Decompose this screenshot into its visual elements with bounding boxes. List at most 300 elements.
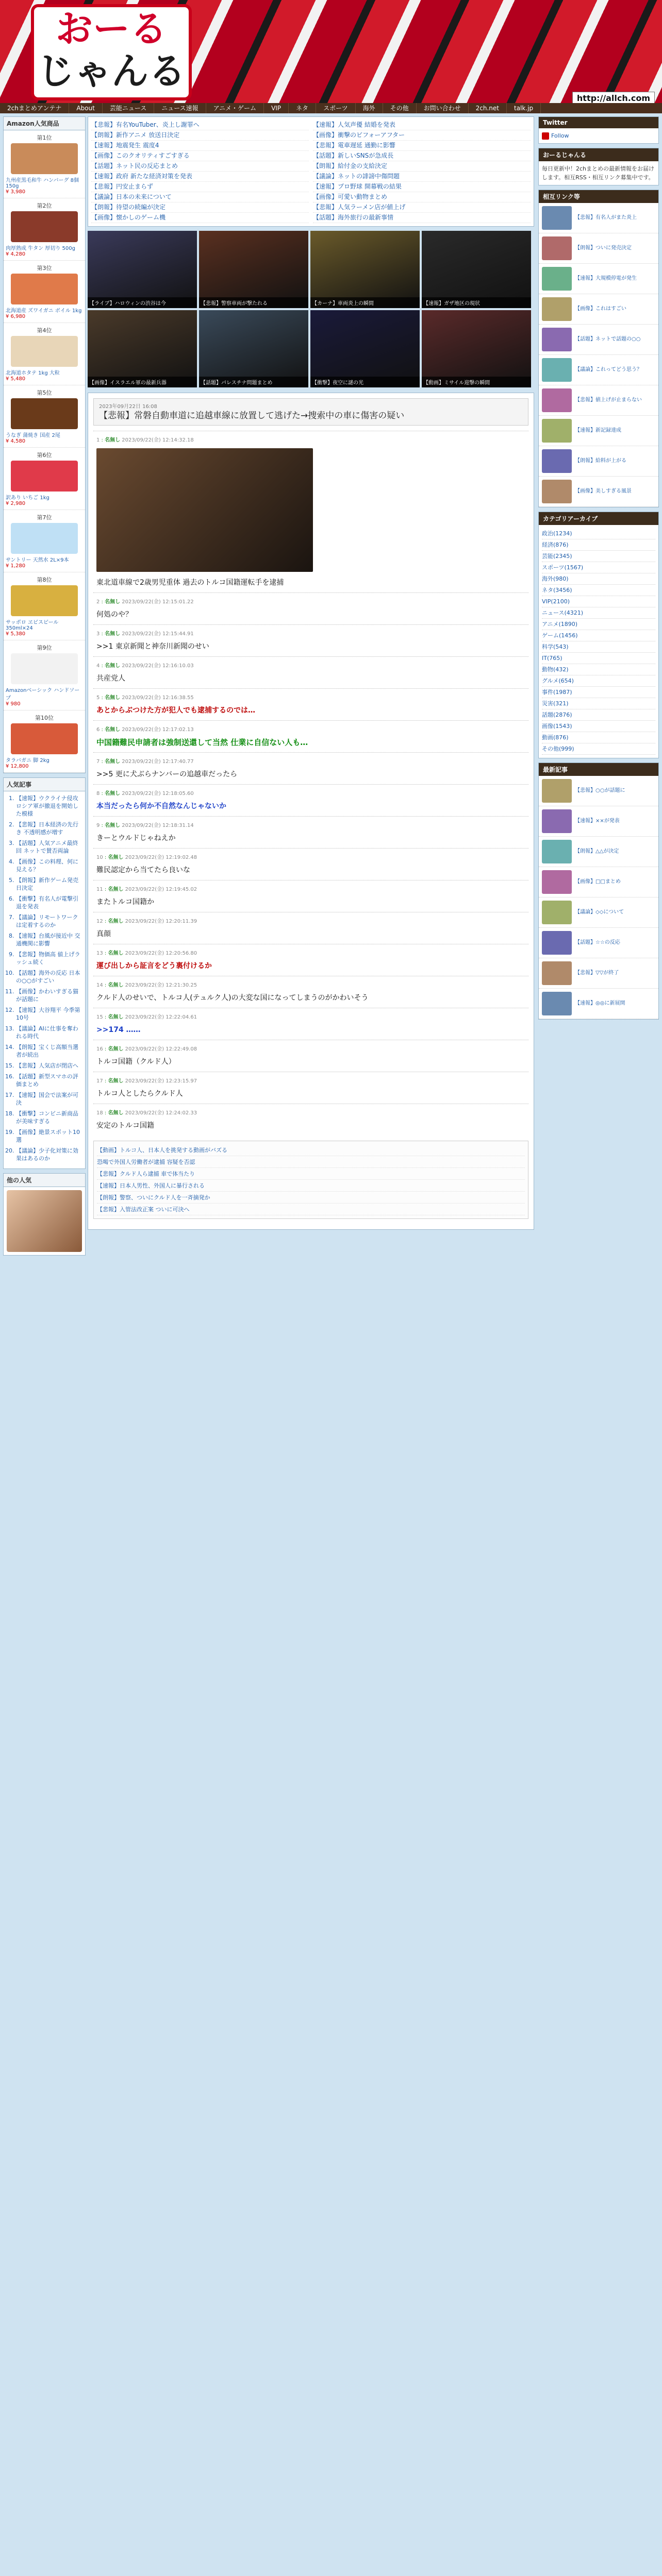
rank-item[interactable] xyxy=(539,233,658,264)
news-item[interactable]: 【悲報】人気ラーメン店が値上げ xyxy=(313,202,531,213)
product-title[interactable]: Amazonベーシック ハンドソープ xyxy=(6,688,80,701)
latest-box xyxy=(538,762,659,1020)
news-item[interactable]: 【速報】人気声優 結婚を発表 xyxy=(313,120,531,130)
response-number[interactable]: 3 xyxy=(96,631,100,637)
thumbnail[interactable] xyxy=(310,231,420,308)
product-image[interactable] xyxy=(11,398,78,429)
thumbnail[interactable] xyxy=(422,310,531,387)
response-list xyxy=(93,431,528,1136)
thumbnail-caption: 【話題】パレスチナ問題まとめ xyxy=(199,377,308,387)
response-header: 15 : 名無し 2023/09/22(金) 12:22:04.61 xyxy=(96,1014,197,1020)
response-date: 2023/09/22(金) 12:24:02.33 xyxy=(125,1110,197,1116)
latest-thumbnail xyxy=(542,779,572,803)
response-body: 何処のや？ xyxy=(96,611,133,619)
product-image[interactable] xyxy=(11,274,78,304)
response-number[interactable]: 17 xyxy=(96,1078,103,1084)
rank-box xyxy=(538,190,659,507)
rank-thumbnail xyxy=(542,480,572,503)
latest-thumbnail xyxy=(542,931,572,955)
news-item[interactable]: 【朗報】新作アニメ 放送日決定 xyxy=(91,130,309,141)
rank-thumbnail xyxy=(542,358,572,382)
news-item[interactable]: 【画像】可愛い動物まとめ xyxy=(313,192,531,202)
response-header: 16 : 名無し 2023/09/22(金) 12:22:49.08 xyxy=(96,1046,197,1052)
response-name: 名無し xyxy=(105,791,121,796)
news-list xyxy=(88,116,534,227)
response-header: 14 : 名無し 2023/09/22(金) 12:21:30.25 xyxy=(96,982,197,988)
popular-item[interactable]: 2. 【悲報】日本経済の先行き 不透明感が増す xyxy=(16,821,82,836)
follow-button[interactable]: Follow xyxy=(551,132,569,139)
popular-item[interactable]: 6. 【衝撃】有名人が電撃引退を発表 xyxy=(16,895,82,910)
news-item[interactable]: 【画像】衝撃のビフォーアフター xyxy=(313,130,531,141)
rank-item[interactable] xyxy=(539,446,658,477)
news-item[interactable]: 【速報】地震発生 震度4 xyxy=(91,141,309,151)
popular-item[interactable]: 1. 【速報】ウクライナ侵攻 ロシア軍が撤退を開始した模様 xyxy=(16,794,82,818)
response-name: 名無し xyxy=(108,887,124,892)
article-date: 2023年09月22日 16:08 xyxy=(99,404,157,410)
rank-thumbnail xyxy=(542,388,572,412)
response-number[interactable]: 18 xyxy=(96,1110,103,1116)
latest-title[interactable]: 【悲報】▽▽が終了 xyxy=(575,970,619,976)
nav-link[interactable]: スポーツ xyxy=(316,103,356,113)
product-title[interactable]: タラバガニ 脚 2kg xyxy=(6,758,49,764)
product-item[interactable] xyxy=(4,572,85,640)
category-item[interactable]: アニメ(1890) xyxy=(542,619,655,630)
response-name: 名無し xyxy=(108,919,124,924)
response-number[interactable]: 4 xyxy=(96,663,100,669)
response-header: 8 : 名無し 2023/09/22(金) 12:18:05.60 xyxy=(96,791,194,796)
twitter-title: Twitter xyxy=(539,117,658,128)
response-number[interactable]: 13 xyxy=(96,951,103,956)
product-item[interactable] xyxy=(4,198,85,261)
twitter-box xyxy=(538,116,659,144)
response xyxy=(93,1072,528,1104)
nav-link[interactable]: 2chまとめアンテナ xyxy=(0,103,69,113)
response-name: 名無し xyxy=(105,437,121,443)
response xyxy=(93,752,528,784)
response-body: クルド人のせいで、トルコ人(テュルク人)の大変な国になってしまうのがかわいそう xyxy=(96,994,369,1002)
response-body: トルコ人としたらクルド人 xyxy=(96,1090,183,1098)
product-item[interactable] xyxy=(4,710,85,773)
category-item[interactable]: 科学(543) xyxy=(542,641,655,653)
rank-title[interactable]: 【画像】美しすぎる風景 xyxy=(575,488,632,494)
product-item[interactable] xyxy=(4,510,85,572)
response-date: 2023/09/22(金) 12:19:45.02 xyxy=(125,887,197,892)
response-header: 3 : 名無し 2023/09/22(金) 12:15:44.91 xyxy=(96,631,194,637)
product-price: ¥ 980 xyxy=(6,701,21,707)
response-body: 東北道車線で2歳男児重体 過去のトルコ国籍運転手を逮捕 xyxy=(96,579,284,587)
rank-item[interactable] xyxy=(539,416,658,446)
response-date: 2023/09/22(金) 12:15:01.22 xyxy=(122,599,194,605)
news-item[interactable]: 【画像】このクオリティすごすぎる xyxy=(91,151,309,161)
rank-thumbnail xyxy=(542,449,572,473)
latest-title[interactable]: 【速報】××が発表 xyxy=(575,818,620,824)
response-date: 2023/09/22(金) 12:16:38.55 xyxy=(122,695,194,701)
response xyxy=(93,592,528,624)
product-list xyxy=(4,130,85,773)
nav-link[interactable]: お問い合わせ xyxy=(417,103,469,113)
response-number[interactable]: 14 xyxy=(96,982,103,988)
response-date: 2023/09/22(金) 12:21:30.25 xyxy=(125,982,197,988)
product-rank: 第9位 xyxy=(37,645,52,651)
response-name: 名無し xyxy=(108,951,124,956)
nav-link[interactable]: アニメ・ゲーム xyxy=(206,103,264,113)
response-date: 2023/09/22(金) 12:23:15.97 xyxy=(125,1078,197,1084)
news-item[interactable]: 【悲報】電車遅延 通勤に影響 xyxy=(313,141,531,151)
response-date: 2023/09/22(金) 12:15:44.91 xyxy=(122,631,194,637)
response-name: 名無し xyxy=(105,663,121,669)
rank-title[interactable]: 【速報】大規模停電が発生 xyxy=(575,276,637,281)
response xyxy=(93,816,528,848)
nav-link[interactable]: VIP xyxy=(264,103,289,113)
response-name: 名無し xyxy=(108,1110,124,1116)
nav-link[interactable]: ニュース速報 xyxy=(154,103,206,113)
response-body: >>174 …… xyxy=(96,1026,141,1034)
rank-title[interactable]: 【朗報】ついに発売決定 xyxy=(575,245,632,251)
popular-item[interactable]: 10. 【話題】海外の反応 日本の○○がすごい xyxy=(16,969,82,985)
category-item[interactable]: 経済(876) xyxy=(542,539,655,551)
response-header: 18 : 名無し 2023/09/22(金) 12:24:02.33 xyxy=(96,1110,197,1116)
category-title: カテゴリアーカイブ xyxy=(539,512,658,525)
response-number[interactable]: 2 xyxy=(96,599,100,605)
product-image[interactable] xyxy=(11,653,78,684)
rank-title[interactable]: 【画像】これはすごい xyxy=(575,306,626,312)
response-number[interactable]: 7 xyxy=(96,759,100,765)
response-name: 名無し xyxy=(105,727,121,733)
rank-thumbnail xyxy=(542,419,572,443)
latest-title[interactable]: 【速報】◎◎に新展開 xyxy=(575,1001,625,1006)
news-item[interactable]: 【画像】懐かしのゲーム機 xyxy=(91,213,309,223)
rank-title[interactable]: 【議論】これってどう思う？ xyxy=(575,367,642,372)
response-number[interactable]: 10 xyxy=(96,855,103,860)
related-link[interactable]: 【朗報】警察、ついにクルド人を一斉摘発か xyxy=(97,1192,525,1204)
thumbnail[interactable] xyxy=(199,310,308,387)
latest-item[interactable] xyxy=(539,837,658,867)
response-header: 13 : 名無し 2023/09/22(金) 12:20:56.80 xyxy=(96,951,197,956)
product-image[interactable] xyxy=(11,523,78,554)
category-item[interactable]: 動物(432) xyxy=(542,664,655,675)
rank-title[interactable]: 【朗報】給料が上がる xyxy=(575,458,626,464)
product-price: ¥ 5,380 xyxy=(6,631,26,637)
rank-item[interactable] xyxy=(539,355,658,385)
popular-item[interactable]: 9. 【悲報】物価高 値上げラッシュ続く xyxy=(16,951,82,966)
news-item[interactable]: 【悲報】有名YouTuber、炎上し謝罪へ xyxy=(91,120,309,130)
response-header: 4 : 名無し 2023/09/22(金) 12:16:10.03 xyxy=(96,663,194,669)
article-header xyxy=(93,398,528,426)
related-link[interactable]: 恐喝で外国人労働者が逮捕 容疑を否認 xyxy=(97,1156,525,1168)
response-number[interactable]: 9 xyxy=(96,823,100,828)
popular-item[interactable]: 15. 【悲報】人気店が閉店へ xyxy=(16,1062,82,1070)
rank-thumbnail xyxy=(542,328,572,351)
product-item[interactable] xyxy=(4,385,85,448)
latest-title[interactable]: 【画像】□□まとめ xyxy=(575,879,621,885)
product-item[interactable] xyxy=(4,323,85,385)
news-item[interactable]: 【朗報】給付金の支給決定 xyxy=(313,161,531,172)
product-item[interactable] xyxy=(4,130,85,198)
thumbnail-caption: 【悲報】警察車両が撃たれる xyxy=(199,297,308,308)
product-title[interactable]: 九州産黒毛和牛 ハンバーグ 8個 150g xyxy=(6,178,79,189)
category-item[interactable]: ゲーム(1456) xyxy=(542,630,655,641)
response-number[interactable]: 8 xyxy=(96,791,100,796)
popular-title: 人気記事 xyxy=(4,778,85,791)
product-image[interactable] xyxy=(11,211,78,242)
popular-item[interactable]: 17. 【速報】国会で法案が可決 xyxy=(16,1091,82,1107)
site-url: http://allch.com xyxy=(572,92,655,103)
latest-item[interactable] xyxy=(539,867,658,897)
product-title[interactable]: サントリー 天然水 2L×9本 xyxy=(6,557,69,563)
about-title: おーるじゃんる xyxy=(539,148,658,161)
twitter-icon xyxy=(542,132,549,140)
category-item[interactable]: ニュース(4321) xyxy=(542,607,655,619)
product-price: ¥ 4,280 xyxy=(6,251,26,257)
popular-item[interactable]: 19. 【画像】絶景スポット10選 xyxy=(16,1128,82,1144)
product-title[interactable]: 肉厚熟成 牛タン 厚切り 500g xyxy=(6,246,75,251)
popular-item[interactable]: 18. 【衝撃】コンビニ新商品が美味すぎる xyxy=(16,1110,82,1125)
thumbnail[interactable] xyxy=(88,231,197,308)
logo-line2: じゃんる xyxy=(37,49,186,93)
product-rank: 第4位 xyxy=(37,327,52,334)
response-name: 名無し xyxy=(105,823,121,828)
product-image[interactable] xyxy=(11,336,78,367)
news-item[interactable]: 【朗報】待望の続編が決定 xyxy=(91,202,309,213)
news-item[interactable]: 【速報】プロ野球 開幕戦の結果 xyxy=(313,182,531,192)
rank-thumbnail xyxy=(542,206,572,230)
article xyxy=(88,393,534,1230)
other-box xyxy=(3,1173,86,1256)
site-logo[interactable] xyxy=(31,4,192,100)
rank-title[interactable]: 【話題】ネットで話題の○○ xyxy=(575,336,641,342)
rank-title[interactable]: 【悲報】値上げが止まらない xyxy=(575,397,642,403)
product-price: ¥ 4,580 xyxy=(6,438,26,444)
news-item[interactable]: 【速報】政府 新たな経済対策を発表 xyxy=(91,172,309,182)
response-body: 真顔 xyxy=(96,930,111,938)
latest-item[interactable] xyxy=(539,958,658,989)
product-image[interactable] xyxy=(11,723,78,754)
response xyxy=(93,656,528,688)
popular-item[interactable]: 14. 【朗報】宝くじ高額当選者が続出 xyxy=(16,1043,82,1059)
product-price: ¥ 3,980 xyxy=(6,189,26,195)
response-header: 7 : 名無し 2023/09/22(金) 12:17:40.77 xyxy=(96,759,194,765)
latest-thumbnail xyxy=(542,992,572,1015)
popular-item[interactable]: 4. 【画像】この料理、何に見える？ xyxy=(16,858,82,873)
thumbnail-caption: 【カーナ】車両炎上の瞬間 xyxy=(310,297,420,308)
nav-link[interactable]: ネタ xyxy=(289,103,316,113)
nav-link[interactable]: 2ch.net xyxy=(469,103,507,113)
left-sidebar xyxy=(3,116,86,1260)
response-body: 運び出しから証言をどう裏付けるか xyxy=(96,962,212,970)
rank-item[interactable] xyxy=(539,385,658,416)
popular-item[interactable]: 11. 【画像】かわいすぎる猫が話題に xyxy=(16,988,82,1003)
category-item[interactable]: 政治(1234) xyxy=(542,528,655,539)
latest-list xyxy=(539,776,658,1019)
rank-item[interactable] xyxy=(539,264,658,294)
response-number[interactable]: 16 xyxy=(96,1046,103,1052)
response-number[interactable]: 11 xyxy=(96,887,103,892)
rank-item[interactable] xyxy=(539,294,658,325)
latest-item[interactable] xyxy=(539,897,658,928)
popular-item[interactable]: 8. 【速報】台風が接近中 交通機関に影響 xyxy=(16,932,82,947)
popular-item[interactable]: 13. 【議論】AIに仕事を奪われる時代 xyxy=(16,1025,82,1040)
article-image xyxy=(96,448,313,572)
response-name: 名無し xyxy=(108,1014,124,1020)
thumbnail-caption: 【衝撃】夜空に謎の光 xyxy=(310,377,420,387)
news-list-right xyxy=(313,120,531,223)
rank-title[interactable]: 【速報】新記録達成 xyxy=(575,428,621,433)
latest-title[interactable]: 【悲報】○○が話題に xyxy=(575,788,625,793)
rank-list xyxy=(539,203,658,507)
response xyxy=(93,880,528,912)
response-header: 12 : 名無し 2023/09/22(金) 12:20:11.39 xyxy=(96,919,197,924)
product-image[interactable] xyxy=(11,461,78,492)
news-item[interactable]: 【話題】ネット民の反応まとめ xyxy=(91,161,309,172)
product-title[interactable]: サッポロ ヱビスビール 350ml×24 xyxy=(6,620,59,631)
response xyxy=(93,1104,528,1136)
product-title[interactable]: 北海道産 ズワイガニ ボイル 1kg xyxy=(6,308,82,314)
response-header: 2 : 名無し 2023/09/22(金) 12:15:01.22 xyxy=(96,599,194,605)
latest-item[interactable] xyxy=(539,776,658,806)
response-date: 2023/09/22(金) 12:19:02.48 xyxy=(125,855,197,860)
popular-list xyxy=(4,791,85,1168)
response xyxy=(93,431,528,592)
nav-link[interactable]: talk.jp xyxy=(507,103,541,113)
latest-item[interactable] xyxy=(539,928,658,958)
nav-link[interactable]: 海外 xyxy=(356,103,383,113)
news-item[interactable]: 【悲報】円安止まらず xyxy=(91,182,309,192)
response-number[interactable]: 1 xyxy=(96,437,100,443)
product-title[interactable]: 訳あり いちご 1kg xyxy=(6,495,49,501)
about-text: 毎日更新中！2chまとめの最新情報をお届けします。相互RSS・相互リンク募集中です。 xyxy=(542,165,655,181)
latest-item[interactable] xyxy=(539,806,658,837)
latest-item[interactable] xyxy=(539,989,658,1019)
news-list-left xyxy=(91,120,309,223)
popular-item[interactable]: 20. 【議論】少子化対策に効果はあるのか xyxy=(16,1147,82,1162)
product-rank: 第7位 xyxy=(37,514,52,521)
rank-item[interactable] xyxy=(539,203,658,233)
product-image[interactable] xyxy=(11,585,78,616)
thumbnail[interactable] xyxy=(199,231,308,308)
related-link[interactable]: 【悲報】入管法改正案 ついに可決へ xyxy=(97,1204,525,1215)
news-item[interactable]: 【話題】新しいSNSが急成長 xyxy=(313,151,531,161)
response-date: 2023/09/22(金) 12:18:05.60 xyxy=(122,791,194,796)
product-rank: 第8位 xyxy=(37,577,52,583)
product-rank: 第3位 xyxy=(37,265,52,272)
category-item[interactable]: 海外(980) xyxy=(542,573,655,585)
popular-item[interactable]: 5. 【朗報】新作ゲーム発売日決定 xyxy=(16,876,82,892)
category-item[interactable]: IT(765) xyxy=(542,653,655,664)
response-name: 名無し xyxy=(108,855,124,860)
news-item[interactable]: 【議論】日本の未来について xyxy=(91,192,309,202)
response-header: 10 : 名無し 2023/09/22(金) 12:19:02.48 xyxy=(96,855,197,860)
popular-box xyxy=(3,777,86,1169)
related-link[interactable]: 【動画】トルコ人、日本人を挑発する動画がバズる xyxy=(97,1144,525,1156)
category-item[interactable]: グルメ(654) xyxy=(542,675,655,687)
amazon-box xyxy=(3,116,86,773)
popular-item[interactable]: 12. 【速報】大谷翔平 今季第10号 xyxy=(16,1006,82,1022)
response-name: 名無し xyxy=(105,599,121,605)
main-nav xyxy=(0,103,662,113)
response-header: 5 : 名無し 2023/09/22(金) 12:16:38.55 xyxy=(96,695,194,701)
product-title[interactable]: 北海道ホタテ 1kg 大粒 xyxy=(6,370,60,376)
popular-item[interactable]: 3. 【話題】人気アニメ最終回 ネットで賛否両論 xyxy=(16,839,82,855)
product-item[interactable] xyxy=(4,261,85,323)
rank-thumbnail xyxy=(542,236,572,260)
response-name: 名無し xyxy=(108,982,124,988)
category-item[interactable]: 動画(876) xyxy=(542,732,655,743)
thumbnail[interactable] xyxy=(422,231,531,308)
response-date: 2023/09/22(金) 12:20:56.80 xyxy=(125,951,197,956)
related-link[interactable]: 【速報】日本人男性、外国人に暴行される xyxy=(97,1180,525,1192)
product-item[interactable] xyxy=(4,448,85,510)
product-title[interactable]: うなぎ 蒲焼き 国産 2尾 xyxy=(6,433,60,438)
response-header: 9 : 名無し 2023/09/22(金) 12:18:31.14 xyxy=(96,823,194,828)
category-item[interactable]: 画像(1543) xyxy=(542,721,655,732)
response xyxy=(93,976,528,1008)
response-body: 本当だったら何か不自然なんじゃないか xyxy=(96,802,226,810)
rank-item[interactable] xyxy=(539,325,658,355)
popular-item[interactable]: 16. 【話題】新型スマホの評価まとめ xyxy=(16,1073,82,1088)
product-item[interactable] xyxy=(4,640,85,710)
category-item[interactable]: ネタ(3456) xyxy=(542,585,655,596)
latest-title[interactable]: 【朗報】△△が決定 xyxy=(575,849,619,854)
response-number[interactable]: 6 xyxy=(96,727,100,733)
category-item[interactable]: VIP(2100) xyxy=(542,596,655,607)
thumbnail-grid xyxy=(88,231,534,387)
other-title: 他の人気 xyxy=(4,1174,85,1187)
related-link[interactable]: 【悲報】クルド人ら逮捕 車で体当たり xyxy=(97,1168,525,1180)
logo-line1: おーる xyxy=(55,7,167,50)
response-number[interactable]: 5 xyxy=(96,695,100,701)
thumbnail-caption: 【速報】ガザ地区の現状 xyxy=(422,297,531,308)
category-item[interactable]: 事件(1987) xyxy=(542,687,655,698)
response xyxy=(93,944,528,976)
product-image[interactable] xyxy=(11,143,78,174)
response-header: 11 : 名無し 2023/09/22(金) 12:19:45.02 xyxy=(96,887,197,892)
latest-title[interactable]: 【議論】◇◇について xyxy=(575,909,624,915)
thumbnail-caption: 【動画】ミサイル迎撃の瞬間 xyxy=(422,377,531,387)
rank-item[interactable] xyxy=(539,477,658,507)
response-number[interactable]: 12 xyxy=(96,919,103,924)
nav-link[interactable]: 芸能ニュース xyxy=(103,103,154,113)
latest-title[interactable]: 【話題】☆☆の反応 xyxy=(575,940,620,945)
response-date: 2023/09/22(金) 12:16:10.03 xyxy=(122,663,194,669)
rank-title[interactable]: 【悲報】有名人がまた炎上 xyxy=(575,215,637,221)
thumbnail-caption: 【ライブ】ハロウィンの渋谷は今 xyxy=(88,297,197,308)
response xyxy=(93,848,528,880)
response xyxy=(93,624,528,656)
popular-item[interactable]: 7. 【議論】リモートワークは定着するのか xyxy=(16,913,82,929)
product-price: ¥ 6,980 xyxy=(6,314,26,319)
category-item[interactable]: 芸能(2345) xyxy=(542,551,655,562)
category-item[interactable]: その他(999) xyxy=(542,743,655,755)
thumbnail[interactable] xyxy=(310,310,420,387)
latest-thumbnail xyxy=(542,809,572,833)
response-number[interactable]: 15 xyxy=(96,1014,103,1020)
nav-link[interactable]: About xyxy=(69,103,102,113)
response-name: 名無し xyxy=(105,759,121,765)
news-item[interactable]: 【議論】ネットの誹謗中傷問題 xyxy=(313,172,531,182)
other-image[interactable] xyxy=(7,1190,82,1252)
thumbnail[interactable] xyxy=(88,310,197,387)
category-list xyxy=(542,528,655,755)
nav-link[interactable]: その他 xyxy=(383,103,417,113)
category-item[interactable]: スポーツ(1567) xyxy=(542,562,655,573)
category-item[interactable]: 話題(2876) xyxy=(542,709,655,721)
response-body: 中国籍難民申請者は強制送還して当然 仕業に自信ない人も… xyxy=(96,738,308,747)
category-item[interactable]: 災害(321) xyxy=(542,698,655,709)
about-box xyxy=(538,148,659,185)
response-header: 1 : 名無し 2023/09/22(金) 12:14:32.18 xyxy=(96,437,194,443)
article-title[interactable]: 【悲報】常磐自動車道に追越車線に放置して逃げた→捜索中の車に傷害の疑い xyxy=(99,411,405,421)
news-item[interactable]: 【話題】海外旅行の最新事情 xyxy=(313,213,531,223)
